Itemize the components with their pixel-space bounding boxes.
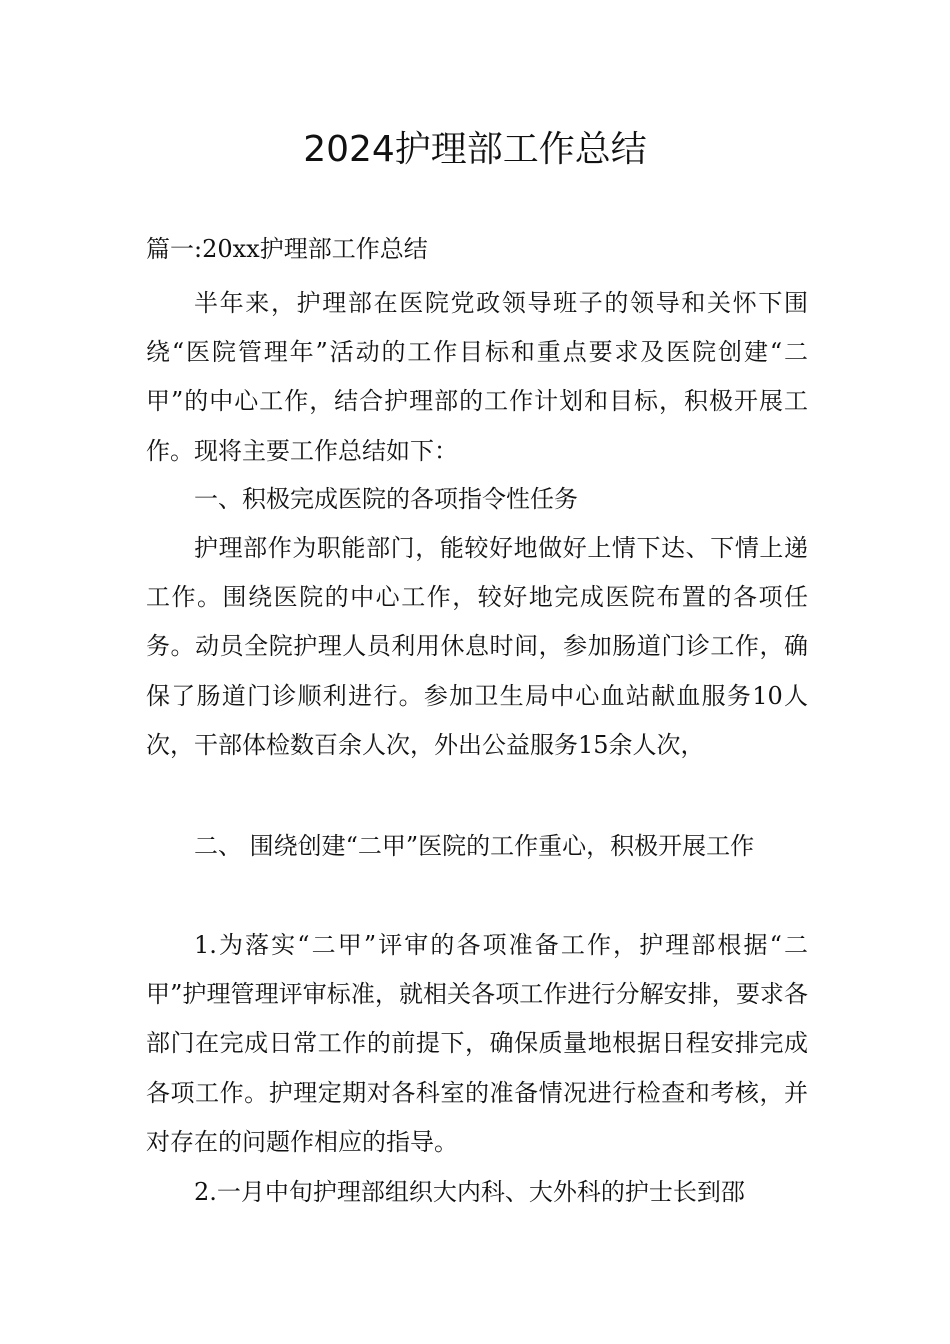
paragraph-tasks: 护理部作为职能部门，能较好地做好上情下达、下情上递工作。围绕医院的中心工作，较好地完成医院布置的各项任务。动员全院护理人员利用休息时间，参加肠道门诊工作，确保了肠道门诊顺利进行。参加卫生局中心血站献血服务10人次，干部体检数百余人次，外出公益服务15余人次， — [146, 534, 808, 759]
paragraph-item-2: 2.一月中旬护理部组织大内科、大外科的护士长到邵 — [194, 1178, 745, 1206]
paragraph-item-1: 1.为落实“二甲”评审的各项准备工作，护理部根据“二甲”护理管理评审标准，就相关各项工作进行分解安排，要求各部门在完成日常工作的前提下，确保质量地根据日程安排完成各项工作。护理定期对各科室的准备情况进行检查和考核，并对存在的问题作相应的指导。 — [146, 931, 808, 1156]
paragraph-intro: 半年来，护理部在医院党政领导班子的领导和关怀下围绕“医院管理年”活动的工作目标和重点要求及医院创建“二甲”的中心工作，结合护理部的工作计划和目标，积极开展工作。现将主要工作总结如下： — [146, 289, 808, 465]
heading-one: 一、积极完成医院的各项指令性任务 — [194, 485, 578, 513]
document-title: 2024护理部工作总结 — [303, 129, 647, 170]
heading-two: 二、 围绕创建“二甲”医院的工作重心，积极开展工作 — [194, 832, 755, 860]
section-heading: 篇一:20xx护理部工作总结 — [146, 235, 428, 263]
